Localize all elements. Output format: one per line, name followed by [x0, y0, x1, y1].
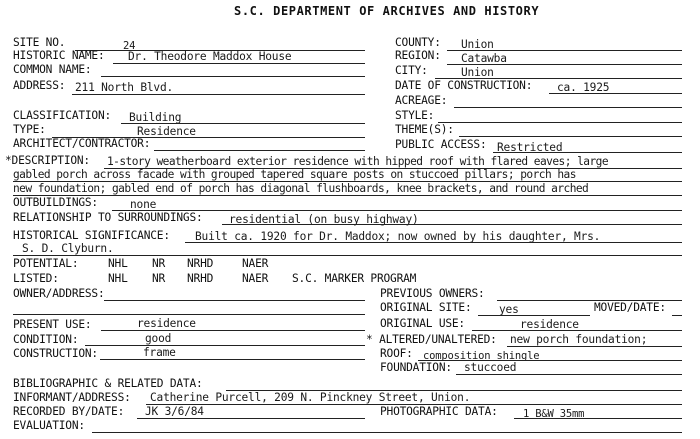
public-access-value: Restricted	[497, 141, 563, 154]
relationship-line	[222, 224, 682, 225]
address-line	[72, 94, 365, 95]
previous-owners-label: PREVIOUS OWNERS:	[380, 287, 485, 300]
altered-line	[507, 346, 682, 347]
themes-label: THEME(S):	[395, 123, 454, 136]
historic-name-line	[113, 63, 365, 64]
recorded-by-label: RECORDED BY/DATE:	[13, 405, 125, 418]
foundation-value: stuccoed	[464, 361, 517, 374]
potential-label: POTENTIAL:	[13, 257, 79, 270]
city-label: CITY:	[395, 64, 428, 77]
address-label: ADDRESS:	[13, 79, 66, 92]
listed-nrhd-option: NRHD	[187, 272, 214, 285]
description-underline-3	[13, 195, 682, 196]
roof-line	[418, 360, 682, 361]
architect-line	[154, 150, 365, 151]
site-no-value: 24	[123, 40, 136, 52]
public-access-label: PUBLIC ACCESS:	[395, 138, 487, 151]
description-line-1: 1-story weatherboard exterior residence with hipped roof with flared eaves; large	[107, 155, 609, 168]
potential-nrhd-option: NRHD	[187, 257, 214, 270]
classification-value: Building	[129, 111, 182, 124]
classification-label: CLASSIFICATION:	[13, 109, 112, 122]
description-line-2: gabled porch across facade with grouped tapered square posts on stuccoed pillars; porch has	[13, 168, 576, 181]
original-site-line	[478, 315, 590, 316]
owner-address-line	[104, 300, 365, 301]
historical-significance-label: HISTORICAL SIGNIFICANCE:	[13, 229, 170, 242]
bibliographic-label: BIBLIOGRAPHIC & RELATED DATA:	[13, 377, 203, 390]
altered-label: * ALTERED/UNALTERED:	[366, 333, 497, 346]
historic-name-value: Dr. Theodore Maddox House	[128, 50, 292, 63]
listed-label: LISTED:	[13, 272, 59, 285]
themes-line	[459, 136, 682, 137]
evaluation-line	[92, 432, 682, 433]
foundation-label: FOUNDATION:	[380, 361, 452, 374]
potential-naer-option: NAER	[242, 257, 269, 270]
potential-nr-option: NR	[152, 257, 166, 270]
outbuildings-label: OUTBUILDINGS:	[13, 196, 98, 209]
address-value: 211 North Blvd.	[75, 81, 174, 94]
relationship-label: RELATIONSHIP TO SURROUNDINGS:	[13, 211, 203, 224]
historical-significance-line-2: S. D. Clyburn.	[22, 242, 114, 255]
classification-line	[121, 123, 365, 124]
original-use-value: residence	[520, 318, 579, 331]
present-use-value: residence	[137, 317, 196, 330]
style-line	[438, 122, 682, 123]
present-use-line	[101, 330, 365, 331]
city-value: Union	[461, 66, 494, 79]
common-name-line	[101, 76, 365, 77]
owner-address-label: OWNER/ADDRESS:	[13, 287, 105, 300]
county-line	[447, 50, 682, 51]
condition-line	[85, 345, 365, 346]
listed-nhl-option: NHL	[108, 272, 128, 285]
date-of-construction-label: DATE OF CONSTRUCTION:	[395, 79, 533, 92]
acreage-label: ACREAGE:	[395, 94, 448, 107]
foundation-line	[456, 374, 682, 375]
potential-nhl-option: NHL	[108, 257, 128, 270]
date-of-construction-line	[549, 93, 682, 94]
photographic-data-line	[514, 418, 682, 419]
owner-address-line-2	[13, 314, 365, 315]
listed-nr-option: NR	[152, 272, 166, 285]
listed-naer-option: NAER	[242, 272, 269, 285]
common-name-label: COMMON NAME:	[13, 63, 92, 76]
county-value: Union	[461, 38, 494, 51]
original-use-line	[472, 330, 682, 331]
region-label: REGION:	[395, 49, 441, 62]
recorded-by-line	[137, 418, 365, 419]
construction-value: frame	[143, 346, 176, 359]
historical-significance-underline-2	[13, 255, 682, 256]
architect-label: ARCHITECT/CONTRACTOR:	[13, 137, 151, 150]
informant-value: Catherine Purcell, 209 N. Pinckney Street, Union.	[150, 391, 471, 404]
present-use-label: PRESENT USE:	[13, 318, 92, 331]
region-line	[447, 64, 682, 65]
evaluation-label: EVALUATION:	[13, 419, 85, 432]
description-label: *DESCRIPTION:	[5, 154, 90, 167]
type-value: Residence	[137, 125, 196, 138]
region-value: Catawba	[461, 52, 507, 65]
altered-value: new porch foundation;	[510, 333, 648, 346]
historical-significance-line-1: Built ca. 1920 for Dr. Maddox; now owned by his daughter, Mrs.	[195, 230, 601, 243]
listed-sc-marker-option: S.C. MARKER PROGRAM	[292, 272, 417, 285]
moved-date-label: MOVED/DATE:	[594, 301, 666, 314]
outbuildings-value: none	[130, 198, 157, 211]
original-use-label: ORIGINAL USE:	[380, 317, 465, 330]
historical-significance-underline-1	[185, 242, 682, 243]
construction-label: CONSTRUCTION:	[13, 347, 98, 360]
style-label: STYLE:	[395, 109, 435, 122]
county-label: COUNTY:	[395, 36, 441, 49]
informant-label: INFORMANT/ADDRESS:	[13, 391, 131, 404]
condition-label: CONDITION:	[13, 333, 79, 346]
page-title: S.C. DEPARTMENT OF ARCHIVES AND HISTORY	[234, 4, 540, 18]
public-access-line	[493, 152, 682, 153]
acreage-line	[454, 107, 682, 108]
original-site-label: ORIGINAL SITE:	[380, 301, 472, 314]
moved-date-line	[672, 315, 682, 316]
original-site-value: yes	[499, 303, 519, 316]
photographic-data-value: 1 B&W 35mm	[523, 408, 585, 420]
date-of-construction-value: ca. 1925	[557, 81, 610, 94]
type-label: TYPE:	[13, 123, 46, 136]
construction-line	[100, 359, 365, 360]
historic-name-label: HISTORIC NAME:	[13, 49, 105, 62]
photographic-data-label: PHOTOGRAPHIC DATA:	[380, 405, 498, 418]
description-line-3: new foundation; gabled end of porch has diagonal flushboards, knee brackets, and round arched	[13, 182, 589, 195]
roof-value: composition shingle	[423, 350, 540, 362]
relationship-value: residential (on busy highway)	[229, 213, 419, 226]
recorded-by-value: JK 3/6/84	[145, 405, 204, 418]
site-no-label: SITE NO.	[13, 36, 66, 49]
condition-value: good	[145, 332, 172, 345]
roof-label: ROOF:	[380, 347, 413, 360]
